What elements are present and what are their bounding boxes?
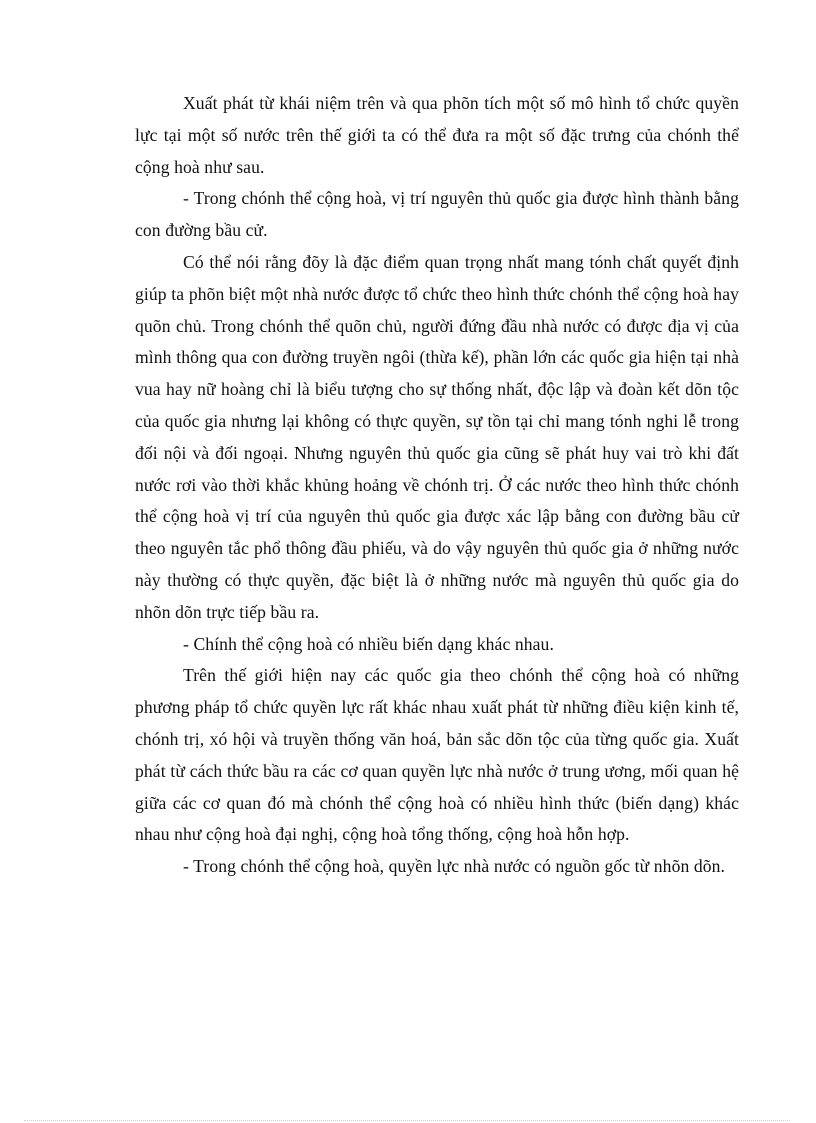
paragraph-feature-election: - Trong chónh thể cộng hoà, vị trí nguyên thủ quốc gia được hình thành bằng con đường bầu cử. [135,188,739,241]
paragraph-feature-sovereignty: - Trong chónh thể cộng hoà, quyền lực nhà nước có nguồn gốc từ nhõn dõn. [183,856,726,877]
paragraph-feature-variants: - Chính thể cộng hoà có nhiều biến dạng khác nhau. [183,633,554,654]
paragraph-variants-explanation: Trên thế giới hiện nay các quốc gia theo chónh thể cộng hoà có những phương pháp tổ chức quyền lực rất khác nhau xuất phát từ những điều kiện kinh tế, chónh trị, xó hội và truyền thống văn hoá, bản sắc dõn tộc của từng quốc gia. Xuất phát từ cách thức bầu ra các cơ quan quyền lực nhà nước ở trung ương, mối quan hệ giữa các cơ quan đó mà chónh thể cộng hoà có nhiều hình thức (biến dạng) khác nhau như cộng hoà đại nghị, cộng hoà tổng thống, cộng hoà hỗn hợp. [135,665,739,845]
paragraph-intro: Xuất phát từ khái niệm trên và qua phõn tích một số mô hình tổ chức quyền lực tại một số nước trên thế giới ta có thể đưa ra một số đặc trưng của chónh thể cộng hoà như sau. [135,93,739,177]
paragraph-election-explanation: Có thể nói rằng đõy là đặc điểm quan trọng nhất mang tónh chất quyết định giúp ta phõn biệt một nhà nước được tổ chức theo hình thức chónh thể cộng hoà hay quõn chủ. Trong chónh thể quõn chủ, người đứng đầu nhà nước có được địa vị của mình thông qua con đường truyền ngôi (thừa kế), phần lớn các quốc gia hiện tại nhà vua hay nữ hoàng chỉ là biểu tượng cho sự thống nhất, độc lập và đoàn kết dõn tộc của quốc gia nhưng lại không có thực quyền, sự tồn tại chỉ mang tónh nghi lễ trong đối nội và đối ngoại. Nhưng nguyên thủ quốc gia cũng sẽ phát huy vai trò khi đất nước rơi vào thời khắc khủng hoảng về chónh trị. Ở các nước theo hình thức chónh thể cộng hoà vị trí của nguyên thủ quốc gia được xác lập bằng con đường bầu cử theo nguyên tắc phổ thông đầu phiếu, và do vậy nguyên thủ quốc gia ở những nước này thường có thực quyền, đặc biệt là ở những nước mà nguyên thủ quốc gia do nhõn dõn trực tiếp bầu ra. [135,251,739,622]
page-bottom-divider [24,1120,790,1121]
document-body [135,88,739,883]
